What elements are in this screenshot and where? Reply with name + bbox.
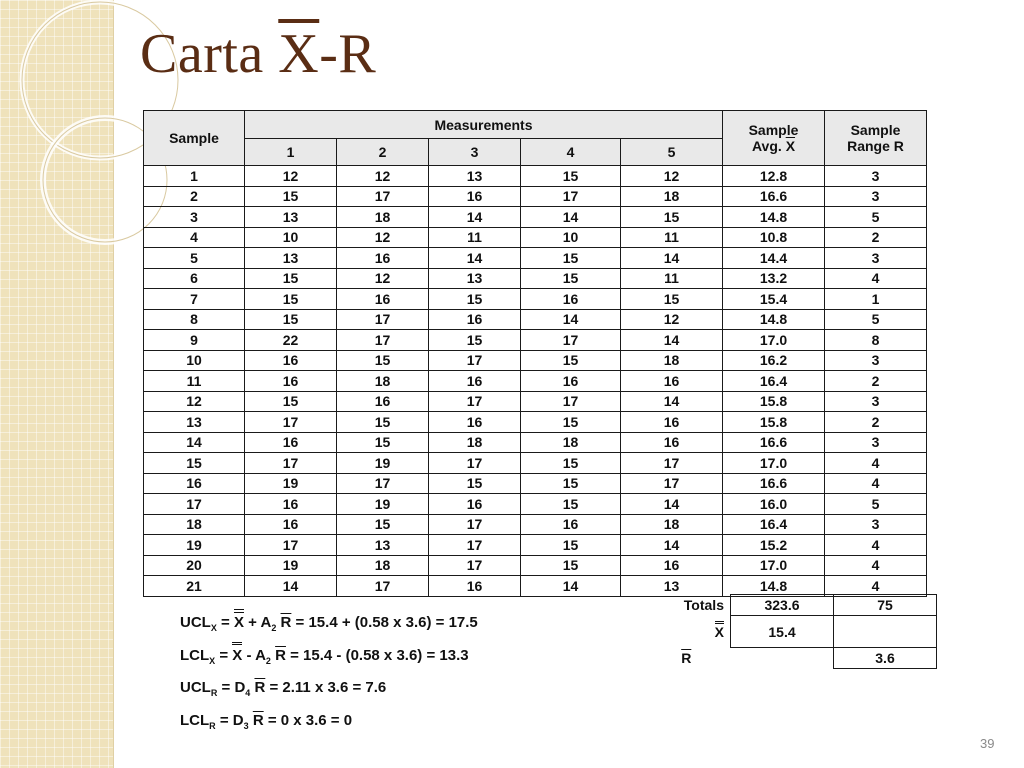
table-cell: 14.8 [723, 576, 825, 597]
table-cell: 16 [337, 289, 429, 310]
header-measure-5: 5 [621, 139, 723, 166]
table-cell: 15 [429, 330, 521, 351]
table-cell: 18 [621, 514, 723, 535]
table-cell: 17 [337, 330, 429, 351]
formula-lcl-x-sub: X [209, 655, 216, 666]
formula-lcl-r-rbar: $\overline{R}$ [252, 711, 264, 729]
table-cell: 16 [245, 350, 337, 371]
table-row [144, 186, 927, 207]
title-prefix: Carta [140, 23, 279, 85]
table-cell: 12 [621, 166, 723, 187]
table-cell: 17 [621, 453, 723, 474]
table-cell: 13 [245, 207, 337, 228]
page-number: 39 [980, 736, 995, 751]
table-row [144, 391, 927, 412]
header-range-line2: Range R [847, 138, 904, 154]
table-cell: 15 [429, 473, 521, 494]
formula-lcl-r-sub: R [209, 720, 216, 731]
xbarbar-label-cell [648, 616, 731, 648]
table-cell: 21 [144, 576, 245, 597]
header-measure-2: 2 [337, 139, 429, 166]
table-cell: 2 [144, 186, 245, 207]
rbar-gap-cell [731, 648, 834, 669]
formula-ucl-r-sub: R [210, 688, 218, 698]
table-cell: 11 [429, 227, 521, 248]
table-cell: 3 [825, 432, 927, 453]
table-cell: 15 [337, 514, 429, 535]
table-cell: 17 [521, 186, 621, 207]
table-cell: 10.8 [723, 227, 825, 248]
xbarbar-label: X [714, 623, 724, 640]
formula-lcl-r: $LCL_R = D_3$ $\overline{R} = 0$ x 3.6 = 0 [180, 711, 353, 731]
table-row [144, 207, 927, 228]
table-cell: 17 [245, 453, 337, 474]
table-cell: 19 [337, 494, 429, 515]
xbarbar-empty-cell [834, 616, 937, 648]
formula-lcl-x-xbarbar: X [232, 645, 242, 667]
formula-ucl-r-rhs: D [234, 679, 246, 696]
measurements-table [143, 110, 927, 597]
table-cell: 17.0 [723, 330, 825, 351]
table-cell: 16 [521, 514, 621, 535]
table-cell: 17 [337, 309, 429, 330]
table-row [144, 494, 927, 515]
table-row [144, 371, 927, 392]
formula-lcl-r-rhs: D [232, 711, 244, 729]
table-cell: 17 [337, 576, 429, 597]
table-cell: 15 [521, 248, 621, 269]
table-cell: 17 [429, 453, 521, 474]
table-cell: 15 [245, 391, 337, 412]
table-cell: 16.6 [723, 473, 825, 494]
table-cell: 15 [521, 412, 621, 433]
table-cell: 15.8 [723, 412, 825, 433]
table-cell: 14.8 [723, 309, 825, 330]
rbar-label-cell [648, 648, 731, 669]
formula-ucl-x-rhs-sub: 2 [271, 623, 277, 633]
table-cell: 15 [245, 289, 337, 310]
table-cell: 16 [245, 494, 337, 515]
table-cell: 16 [337, 391, 429, 412]
table-cell: 14 [621, 330, 723, 351]
table-body [144, 166, 927, 597]
table-row [144, 248, 927, 269]
table-cell: 13 [144, 412, 245, 433]
slide-title [140, 23, 377, 85]
table-cell: 16 [429, 371, 521, 392]
formula-lcl-x: $LCL_X = X - A_2$ $\overline{R} = 15.4 - (0.58$ x 3.6) = 13.3 [180, 646, 469, 666]
table-cell: 16 [621, 371, 723, 392]
table-cell: 16.4 [723, 514, 825, 535]
formula-ucl-x-lhs: UCL [180, 614, 211, 631]
table-cell: 17 [429, 350, 521, 371]
table-cell: 19 [245, 473, 337, 494]
table-cell: 17 [521, 330, 621, 351]
table-cell: 15 [337, 412, 429, 433]
table-cell: 15 [521, 473, 621, 494]
table-cell: 4 [825, 268, 927, 289]
header-avg-line1: Sample [748, 122, 799, 138]
table-cell: 5 [825, 207, 927, 228]
table-cell: 9 [144, 330, 245, 351]
table-cell: 2 [825, 227, 927, 248]
table-cell: 16 [621, 432, 723, 453]
table-cell: 3 [825, 514, 927, 535]
table-cell: 8 [825, 330, 927, 351]
header-sample-range [825, 111, 927, 166]
table-row [144, 268, 927, 289]
table-cell: 14 [521, 207, 621, 228]
table-row [144, 555, 927, 576]
formula-ucl-r-rbar: $\overline{R}$ [254, 679, 266, 696]
table-cell: 2 [825, 412, 927, 433]
table-cell: 15 [144, 453, 245, 474]
formula-ucl-x-rhs: + A [243, 614, 272, 631]
table-cell: 6 [144, 268, 245, 289]
formula-lcl-x-lhs: LCL [180, 646, 210, 664]
table-cell: 15.8 [723, 391, 825, 412]
formula-ucl-x-xbarbar: X [234, 612, 244, 634]
header-measurements: Measurements [245, 111, 723, 139]
table-cell: 17.0 [723, 555, 825, 576]
table-cell: 18 [337, 207, 429, 228]
table-cell: 3 [825, 166, 927, 187]
table-cell: 17 [429, 391, 521, 412]
table-cell: 16 [337, 248, 429, 269]
title-suffix: -R [319, 23, 377, 85]
table-cell: 13.2 [723, 268, 825, 289]
table-cell: 18 [429, 432, 521, 453]
table-cell: 17 [245, 535, 337, 556]
table-row [144, 350, 927, 371]
table-cell: 17.0 [723, 453, 825, 474]
table-cell: 14.8 [723, 207, 825, 228]
table-cell: 16 [429, 186, 521, 207]
formula-ucl-x-rbar: $\overline{R}$ [280, 614, 292, 631]
table-cell: 12 [245, 166, 337, 187]
title-xbar: X [278, 23, 320, 85]
formula-lcl-x-tail: = 15.4 - (0.58 x 3.6) = 13.3 [285, 646, 469, 664]
table-cell: 15 [521, 494, 621, 515]
table-cell: 19 [245, 555, 337, 576]
header-measure-1: 1 [245, 139, 337, 166]
table-cell: 18 [621, 350, 723, 371]
table-cell: 18 [621, 186, 723, 207]
table-cell: 18 [337, 555, 429, 576]
table-cell: 5 [825, 309, 927, 330]
xbarbar-value: 15.4 [731, 616, 834, 648]
table-cell: 14 [621, 391, 723, 412]
measurements-table-container [143, 110, 927, 597]
header-sample: Sample [144, 111, 245, 166]
table-cell: 12.8 [723, 166, 825, 187]
table-cell: 3 [825, 350, 927, 371]
totals-avg-value: 323.6 [731, 595, 834, 616]
table-cell: 16 [144, 473, 245, 494]
table-cell: 18 [521, 432, 621, 453]
formula-ucl-r: $UCL_R = D_4$ $\overline{R} = 2.11$ x 3.6 = 7.6 [180, 679, 387, 698]
table-cell: 12 [337, 166, 429, 187]
formula-lcl-x-rbar: $\overline{R}$ [275, 646, 286, 664]
table-cell: 16 [521, 289, 621, 310]
table-cell: 5 [144, 248, 245, 269]
table-cell: 10 [245, 227, 337, 248]
table-cell: 4 [825, 473, 927, 494]
table-cell: 14 [429, 207, 521, 228]
table-cell: 3 [825, 248, 927, 269]
table-cell: 11 [621, 268, 723, 289]
table-cell: 15 [245, 309, 337, 330]
formula-lcl-x-rhs-sub: 2 [265, 655, 271, 666]
table-cell: 14 [245, 576, 337, 597]
table-cell: 13 [245, 248, 337, 269]
table-row [144, 576, 927, 597]
table-cell: 12 [621, 309, 723, 330]
table-cell: 14 [621, 248, 723, 269]
table-cell: 15 [429, 289, 521, 310]
table-cell: 15 [521, 555, 621, 576]
table-cell: 16 [621, 555, 723, 576]
table-cell: 2 [825, 371, 927, 392]
table-cell: 14 [621, 494, 723, 515]
table-cell: 17 [337, 186, 429, 207]
control-limit-formulas [180, 612, 478, 742]
table-cell: 11 [621, 227, 723, 248]
table-cell: 16.0 [723, 494, 825, 515]
table-cell: 14 [521, 309, 621, 330]
table-cell: 16 [245, 371, 337, 392]
table-cell: 16 [521, 371, 621, 392]
table-row [144, 309, 927, 330]
table-cell: 15.2 [723, 535, 825, 556]
totals-label: Totals [683, 597, 724, 613]
table-row [144, 453, 927, 474]
formula-ucl-x: $UCL_X = X + A_2$ $\overline{R} = 15.4 + (0.58$ x 3.6) = 17.5 [180, 614, 478, 633]
table-cell: 17 [429, 535, 521, 556]
table-cell: 19 [144, 535, 245, 556]
table-cell: 13 [337, 535, 429, 556]
header-measure-3: 3 [429, 139, 521, 166]
table-cell: 13 [621, 576, 723, 597]
table-cell: 16 [429, 576, 521, 597]
table-cell: 17 [429, 555, 521, 576]
table-cell: 19 [337, 453, 429, 474]
table-cell: 14 [429, 248, 521, 269]
table-cell: 3 [144, 207, 245, 228]
formula-ucl-x-sub: X [210, 623, 217, 633]
table-cell: 17 [144, 494, 245, 515]
table-cell: 12 [144, 391, 245, 412]
formula-ucl-r-lhs: UCL [180, 679, 211, 696]
table-cell: 16.6 [723, 186, 825, 207]
table-cell: 5 [825, 494, 927, 515]
header-avg-x: $\overline{X}$ [785, 138, 796, 154]
formula-ucl-r-tail: = 2.11 x 3.6 = 7.6 [265, 679, 387, 696]
header-sample-avg [723, 111, 825, 166]
table-cell: 15.4 [723, 289, 825, 310]
table-cell: 4 [144, 227, 245, 248]
formula-ucl-r-rhs-sub: 4 [245, 688, 251, 698]
table-cell: 22 [245, 330, 337, 351]
table-row [144, 166, 927, 187]
table-cell: 15 [337, 350, 429, 371]
table-cell: 15 [521, 453, 621, 474]
table-cell: 14 [621, 535, 723, 556]
formula-lcl-r-rhs-sub: 3 [243, 720, 249, 731]
table-cell: 3 [825, 186, 927, 207]
rbar-value: 3.6 [834, 648, 937, 669]
table-cell: 18 [337, 371, 429, 392]
table-cell: 15 [245, 268, 337, 289]
table-cell: 15 [245, 186, 337, 207]
table-cell: 4 [825, 576, 927, 597]
table-cell: 10 [144, 350, 245, 371]
header-avg-line2: Avg. $\overline{X}$ [751, 138, 796, 154]
table-cell: 10 [521, 227, 621, 248]
table-cell: 12 [337, 227, 429, 248]
table-cell: 16.4 [723, 371, 825, 392]
table-cell: 4 [825, 535, 927, 556]
table-cell: 1 [144, 166, 245, 187]
table-cell: 14.4 [723, 248, 825, 269]
table-cell: 15 [521, 166, 621, 187]
table-row [144, 330, 927, 351]
table-cell: 16 [245, 432, 337, 453]
table-cell: 4 [825, 453, 927, 474]
table-cell: 17 [521, 391, 621, 412]
table-cell: 15 [621, 207, 723, 228]
table-cell: 14 [144, 432, 245, 453]
table-row [144, 289, 927, 310]
table-cell: 7 [144, 289, 245, 310]
totals-table [648, 594, 937, 669]
table-cell: 17 [429, 514, 521, 535]
table-cell: 16 [429, 494, 521, 515]
table-cell: 3 [825, 391, 927, 412]
formula-lcl-x-rhs: - A [242, 646, 266, 664]
table-cell: 14 [521, 576, 621, 597]
table-cell: 1 [825, 289, 927, 310]
table-cell: 12 [337, 268, 429, 289]
table-row [144, 412, 927, 433]
header-measure-4: 4 [521, 139, 621, 166]
table-cell: 15 [521, 350, 621, 371]
table-cell: 16 [621, 412, 723, 433]
table-row [144, 514, 927, 535]
table-cell: 16.6 [723, 432, 825, 453]
table-cell: 13 [429, 268, 521, 289]
table-cell: 15 [621, 289, 723, 310]
table-cell: 16.2 [723, 350, 825, 371]
table-cell: 20 [144, 555, 245, 576]
rbar-label: $\overline{R}$ [681, 650, 692, 666]
header-range-line1: Sample [850, 122, 901, 138]
table-cell: 13 [429, 166, 521, 187]
table-cell: 15 [521, 535, 621, 556]
table-row [144, 473, 927, 494]
table-cell: 17 [337, 473, 429, 494]
formula-lcl-r-lhs: LCL [180, 711, 210, 729]
table-row [144, 535, 927, 556]
table-cell: 17 [245, 412, 337, 433]
formula-lcl-r-tail: = 0 x 3.6 = 0 [263, 711, 353, 729]
table-cell: 8 [144, 309, 245, 330]
table-cell: 15 [337, 432, 429, 453]
table-cell: 17 [621, 473, 723, 494]
table-row [144, 432, 927, 453]
table-cell: 16 [245, 514, 337, 535]
table-cell: 16 [429, 309, 521, 330]
table-cell: 18 [144, 514, 245, 535]
table-cell: 11 [144, 371, 245, 392]
table-cell: 16 [429, 412, 521, 433]
table-cell: 4 [825, 555, 927, 576]
table-cell: 15 [521, 268, 621, 289]
totals-range-value: 75 [834, 595, 937, 616]
formula-ucl-x-tail: = 15.4 + (0.58 x 3.6) = 17.5 [291, 614, 478, 631]
table-row [144, 227, 927, 248]
